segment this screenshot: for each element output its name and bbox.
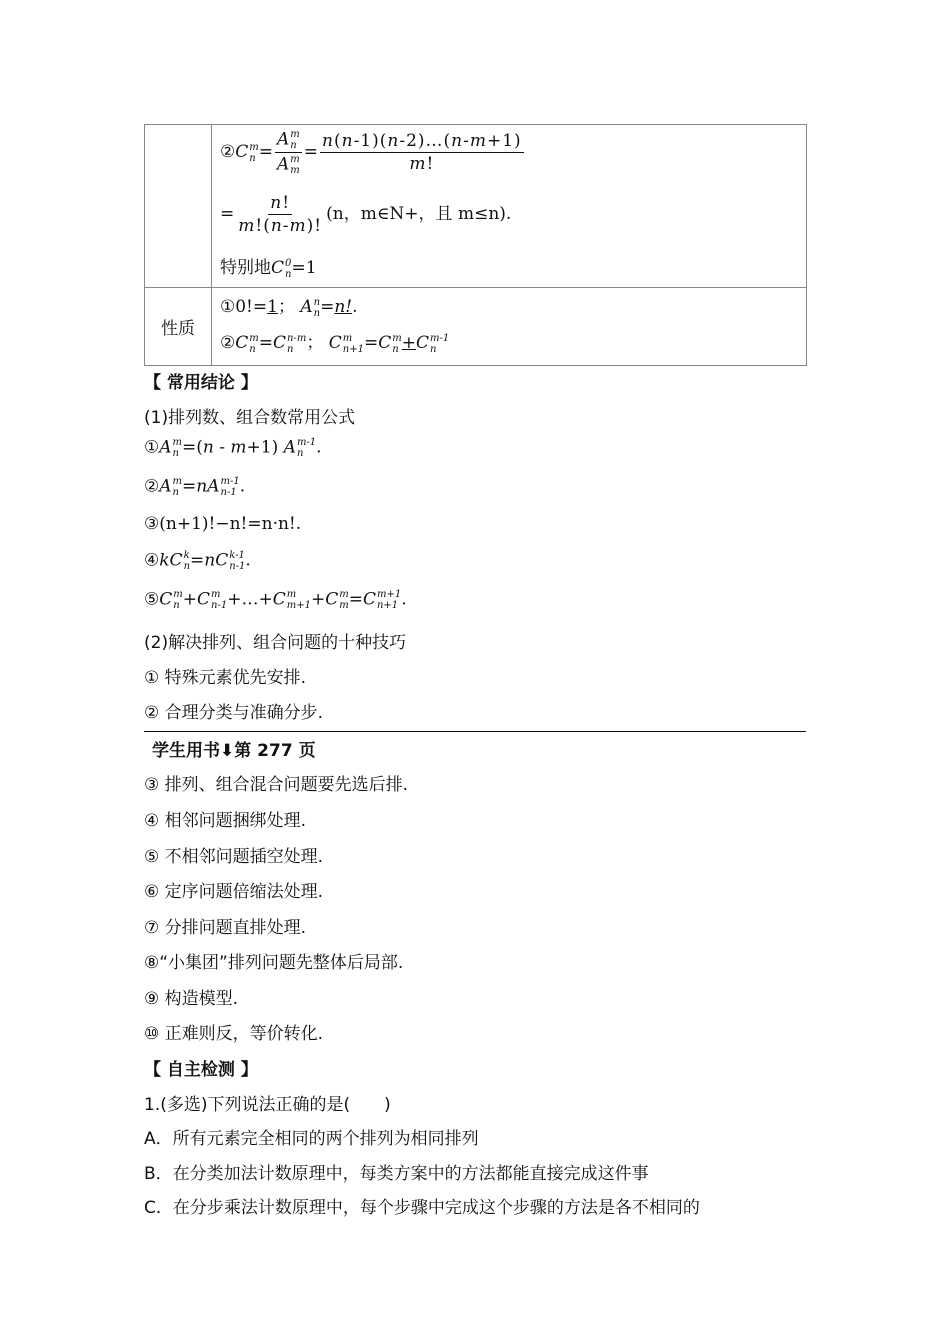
subheading-techniques: (2)解决排列、组合问题的十种技巧 — [144, 633, 407, 653]
table-row-formula — [145, 125, 806, 287]
formula-2: ②A m n =nA m-1 n-1 . — [144, 476, 246, 498]
circle-2-marker: ② — [220, 142, 236, 162]
special-case-line: 特别地C 0 n =1 — [220, 257, 317, 280]
property-2-line: ②C m n =C n-m n ； C m n+1 =C m n +C m-1 n — [220, 332, 450, 355]
factorial-formula-line: = $\frac{n!}{m!(n-m)!}$ (n，m∈N+，且 m≤n). — [220, 193, 512, 236]
formula-4: ④kC k n =nC k-1 n-1 . — [144, 550, 251, 572]
special-case-text: 特别地 — [220, 258, 271, 278]
table-row-properties — [145, 287, 806, 365]
technique-1: ① 特殊元素优先安排. — [144, 668, 307, 688]
properties-cell — [212, 288, 806, 365]
formula-table — [144, 124, 807, 366]
technique-9: ⑨ 构造模型. — [144, 989, 239, 1009]
technique-3: ③ 排列、组合混合问题要先选后排. — [144, 775, 409, 795]
technique-5: ⑤ 不相邻问题插空处理. — [144, 847, 324, 867]
formula-5: ⑤C m n +C m n-1 +…+C m m+1 +C m m =C m+1 n+1 . — [144, 589, 407, 611]
row-label-properties: 性质 — [145, 288, 212, 365]
formula-condition: (n，m∈N+，且 m≤n). — [326, 204, 512, 224]
row-label-empty — [145, 125, 212, 287]
technique-6: ⑥ 定序问题倍缩法处理. — [144, 882, 324, 902]
property-1-line: ①0!=1； A n n =n!. — [220, 296, 358, 319]
formula-1: ①A m n =(n - m+1) A m-1 n . — [144, 437, 322, 459]
formula-3: ③(n+1)!−n!=n·n!. — [144, 514, 302, 534]
technique-2: ② 合理分类与准确分步. — [144, 703, 324, 723]
section-heading-self-check: 【 自主检测 】 — [144, 1060, 258, 1080]
option-b: B．在分类加法计数原理中，每类方案中的方法都能直接完成这件事 — [144, 1164, 649, 1184]
blank-answer-1: 1 — [267, 297, 278, 317]
combination-formula-cell — [212, 125, 806, 287]
combination-formula-line: ②C m n = A m n A m m = $\frac{n(n-1)(n-2)\dots(n-m+1)}{m!}$ — [220, 129, 522, 176]
option-c: C．在分步乘法计数原理中，每个步骤中完成这个步骤的方法是各不相同的 — [144, 1198, 700, 1218]
technique-7: ⑦ 分排问题直排处理. — [144, 918, 307, 938]
blank-answer-2: n! — [334, 297, 353, 317]
option-a: A．所有元素完全相同的两个排列为相同排列 — [144, 1129, 479, 1149]
section-heading-conclusions: 【 常用结论 】 — [144, 373, 258, 393]
technique-4: ④ 相邻问题捆绑处理. — [144, 811, 307, 831]
page-divider — [144, 731, 806, 732]
page-marker: 学生用书⬇第 277 页 — [152, 741, 316, 761]
subheading-formulas: (1)排列数、组合数常用公式 — [144, 408, 356, 428]
technique-8: ⑧“小集团”排列问题先整体后局部. — [144, 953, 404, 973]
technique-10: ⑩ 正难则反，等价转化. — [144, 1024, 324, 1044]
special-case-value: =1 — [291, 258, 317, 278]
question-1: 1.(多选)下列说法正确的是( ) — [144, 1095, 391, 1115]
